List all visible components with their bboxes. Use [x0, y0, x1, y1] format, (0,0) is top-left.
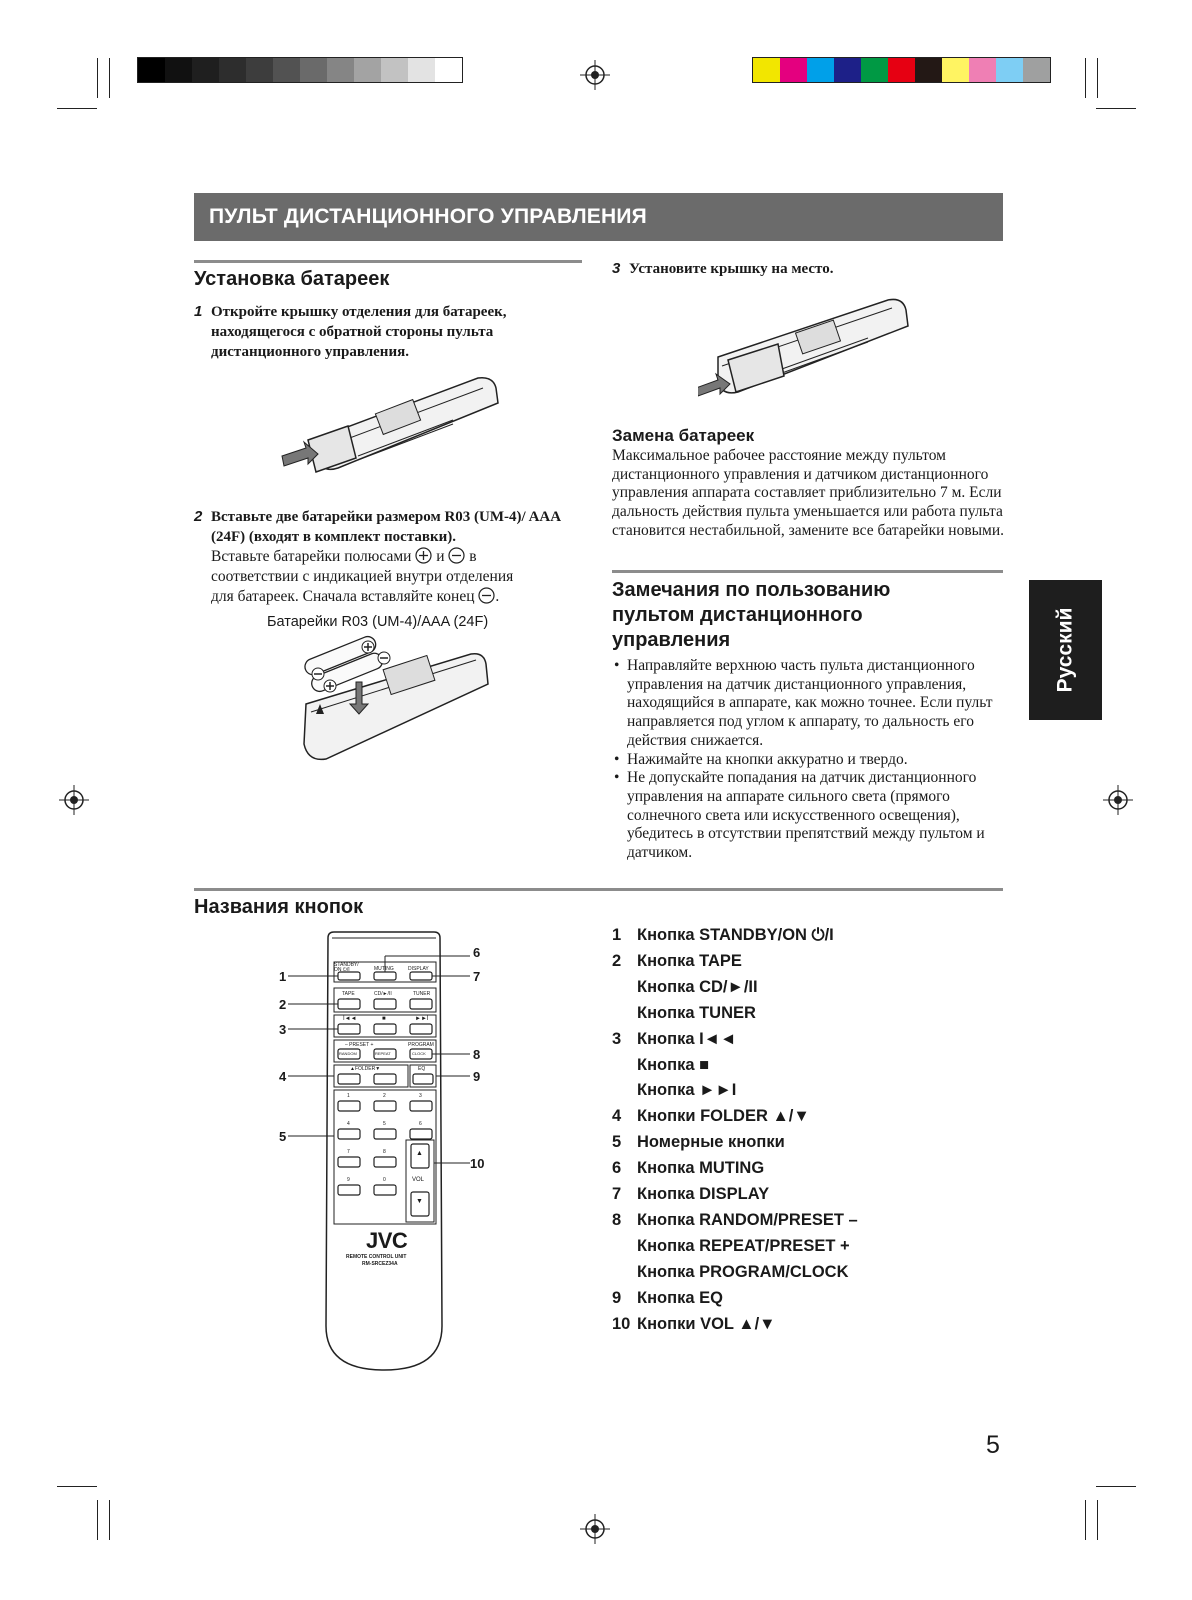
- remote-diagram: [270, 926, 510, 1376]
- remote-model-label: RM-SRCEZ34A: [362, 1261, 398, 1267]
- button-name-number: 8: [612, 1210, 622, 1229]
- button-names-heading: Названия кнопок: [194, 896, 364, 918]
- usage-notes-list: [612, 657, 1004, 863]
- remote-label-muting: MUTING: [374, 966, 394, 972]
- calibration-swatch: [996, 58, 1023, 82]
- remote-label-clock: CLOCK: [412, 1051, 426, 1056]
- calibration-swatch: [165, 58, 192, 82]
- step-3: [612, 259, 992, 279]
- crop-mark: [1085, 58, 1086, 98]
- button-names-list: [612, 926, 992, 1346]
- button-name-number: 4: [612, 1107, 622, 1126]
- step-2: [194, 507, 574, 607]
- remote-label-standby: STANDBY/ ON ⏻/I: [334, 962, 359, 973]
- button-name-text: Кнопка TUNER: [637, 1003, 756, 1022]
- step-2-line-1-post: в: [469, 548, 477, 565]
- button-name-text: Кнопки VOL ▲/▼: [637, 1314, 776, 1333]
- button-name-text: Кнопка PROGRAM/CLOCK: [637, 1262, 849, 1281]
- button-name-text: Кнопка STANDBY/ON ⏻/I: [637, 926, 834, 944]
- registration-mark-icon: [580, 60, 610, 90]
- remote-label-tape: TAPE: [342, 991, 355, 997]
- calibration-swatch: [381, 58, 408, 82]
- remote-unit-label: REMOTE CONTROL UNIT: [346, 1254, 407, 1260]
- step-text: Вставьте две батарейки размером R03 (UM-4)/ AAA (24F) (входят в комплект поставки).: [211, 509, 561, 545]
- crop-mark: [1096, 1486, 1136, 1487]
- remote-label-folder: ▲FOLDER▼: [350, 1066, 381, 1072]
- remote-label-program: PROGRAM: [408, 1042, 434, 1048]
- remote-digit-label: 0: [383, 1177, 386, 1183]
- crop-mark: [97, 1500, 98, 1540]
- battery-caption: Батарейки R03 (UM-4)/AAA (24F): [267, 614, 489, 630]
- calibration-swatch: [915, 58, 942, 82]
- usage-notes-heading-line-1: Замечания по пользованию: [612, 579, 891, 601]
- button-name-text: Кнопка RANDOM/PRESET –: [637, 1210, 858, 1229]
- button-name-text: Кнопки FOLDER ▲/▼: [637, 1107, 810, 1126]
- callout-8: 8: [473, 1047, 481, 1062]
- calibration-swatch: [246, 58, 273, 82]
- registration-mark-icon: [59, 785, 89, 815]
- crop-mark: [109, 58, 110, 98]
- calibration-swatch: [861, 58, 888, 82]
- button-name-text: Кнопка EQ: [637, 1288, 723, 1307]
- crop-mark: [1085, 1500, 1086, 1540]
- button-name-number: 9: [612, 1288, 622, 1307]
- remote-label-tuner: TUNER: [413, 991, 431, 997]
- list-item: • Не допускайте попадания на датчик дистанционного управления на аппарате сильного света (прямого солнечного света или искусственного освещения), убедитесь в отсутствии препятствий между пультом и датчиком.: [612, 769, 1004, 863]
- remote-label-cd: CD/►/II: [374, 991, 392, 997]
- calibration-swatch: [300, 58, 327, 82]
- button-name-text: Кнопка DISPLAY: [637, 1185, 770, 1203]
- remote-digit-label: 2: [383, 1093, 386, 1099]
- button-name-text: Кнопка ■: [637, 1055, 710, 1074]
- minus-polarity-icon: [448, 547, 465, 564]
- remote-open-cover-illustration: [278, 368, 508, 488]
- remote-digit-label: 9: [347, 1177, 350, 1183]
- page-number: 5: [986, 1431, 1000, 1459]
- crop-mark: [57, 108, 97, 109]
- button-name-number: 10: [612, 1314, 631, 1333]
- button-name-text: Кнопка REPEAT/PRESET +: [637, 1236, 850, 1255]
- registration-mark-icon: [580, 1514, 610, 1544]
- remote-label-preset: – PRESET +: [345, 1042, 374, 1048]
- step-1: [194, 302, 554, 362]
- section-banner: ПУЛЬТ ДИСТАНЦИОННОГО УПРАВЛЕНИЯ: [194, 193, 1003, 241]
- callout-1: 1: [279, 969, 287, 984]
- battery-install-heading: Установка батареек: [194, 268, 390, 290]
- callout-9: 9: [473, 1069, 481, 1084]
- callout-10: 10: [470, 1156, 485, 1171]
- callout-5: 5: [279, 1129, 287, 1144]
- button-name-text: Номерные кнопки: [637, 1133, 785, 1152]
- crop-mark: [1097, 1500, 1098, 1540]
- step-text: Установите крышку на место.: [629, 261, 834, 277]
- remote-vol-down: ▼: [416, 1198, 423, 1205]
- calibration-swatch: [219, 58, 246, 82]
- remote-label-repeat: REPEAT: [375, 1051, 391, 1056]
- plus-polarity-icon: [415, 547, 432, 564]
- crop-mark: [1096, 108, 1136, 109]
- grayscale-calibration-bar: [137, 57, 463, 83]
- remote-close-cover-illustration: [698, 292, 928, 407]
- language-tab-label: Русский: [1053, 607, 1077, 693]
- usage-notes-heading-line-3: управления: [612, 629, 731, 651]
- calibration-swatch: [780, 58, 807, 82]
- jvc-logo: JVC: [366, 1228, 408, 1253]
- button-name-number: 7: [612, 1185, 622, 1203]
- remote-label-eq: EQ: [418, 1066, 426, 1072]
- calibration-swatch: [1023, 58, 1050, 82]
- remote-digit-label: 1: [347, 1093, 350, 1099]
- calibration-swatch: [138, 58, 165, 82]
- step-2-line-3-pre: для батареек. Сначала вставляйте конец: [211, 588, 475, 605]
- step-number: 3: [612, 260, 621, 277]
- button-name-number: 2: [612, 951, 622, 970]
- crop-mark: [57, 1486, 97, 1487]
- calibration-swatch: [807, 58, 834, 82]
- callout-6: 6: [473, 945, 481, 960]
- calibration-swatch: [192, 58, 219, 82]
- section-rule: [194, 888, 1003, 891]
- button-name-text: Кнопка CD/►/II: [637, 977, 758, 996]
- remote-label-display: DISPLAY: [408, 966, 429, 972]
- callout-4: 4: [279, 1069, 287, 1084]
- step-2-line-3-post: .: [495, 588, 500, 605]
- remote-label-vol: VOL: [412, 1177, 425, 1183]
- calibration-swatch: [408, 58, 435, 82]
- button-name-text: Кнопка MUTING: [637, 1159, 765, 1178]
- battery-replace-text: Максимальное рабочее расстояние между пультом дистанционного управления и датчиком дистанционного управления аппарата составляет приблизительно 7 м. Если дальность действия пульта уменьшается или работа пульта становится нестабильной, замените все батарейки новыми.: [612, 447, 1005, 539]
- remote-label-next: ►►I: [415, 1016, 429, 1022]
- crop-mark: [109, 1500, 110, 1540]
- callout-7: 7: [473, 969, 481, 984]
- button-name-text: Кнопка TAPE: [637, 951, 742, 970]
- registration-mark-icon: [1103, 785, 1133, 815]
- usage-notes-heading-line-2: пультом дистанционного: [612, 604, 863, 626]
- remote-digit-label: 8: [383, 1149, 386, 1155]
- minus-polarity-icon: [478, 587, 495, 604]
- crop-mark: [97, 58, 98, 98]
- step-2-line-2: соответствии с индикацией внутри отделения: [211, 568, 514, 585]
- button-name-number: 3: [612, 1029, 622, 1048]
- crop-mark: [1097, 58, 1098, 98]
- button-name-number: 5: [612, 1133, 622, 1152]
- step-number: 1: [194, 303, 203, 320]
- calibration-swatch: [942, 58, 969, 82]
- remote-digit-label: 5: [383, 1121, 386, 1127]
- remote-label-prev: I◄◄: [343, 1016, 357, 1022]
- section-rule: [194, 260, 582, 263]
- section-rule: [612, 570, 1003, 573]
- step-2-line-1-pre: Вставьте батарейки полюсами: [211, 548, 412, 565]
- remote-vol-up: ▲: [416, 1150, 423, 1157]
- calibration-swatch: [435, 58, 462, 82]
- list-item: • Направляйте верхнюю часть пульта дистанционного управления на датчик дистанционного управления, находящийся в аппарате, как можно точнее. Если пульт направляется под углом к аппарату, то дальность его действия снижается.: [612, 657, 1004, 751]
- battery-replace-heading: Замена батареек: [612, 426, 755, 445]
- calibration-swatch: [327, 58, 354, 82]
- callout-2: 2: [279, 997, 287, 1012]
- button-name-text: Кнопка ►►I: [637, 1081, 737, 1100]
- remote-label-random: RANDOM: [339, 1051, 357, 1056]
- calibration-swatch: [273, 58, 300, 82]
- calibration-swatch: [888, 58, 915, 82]
- callout-3: 3: [279, 1022, 287, 1037]
- remote-digit-label: 4: [347, 1121, 350, 1127]
- button-name-number: 1: [612, 926, 622, 944]
- color-calibration-bar: [752, 57, 1051, 83]
- remote-digit-label: 6: [419, 1121, 422, 1127]
- battery-insertion-illustration: [296, 634, 496, 774]
- list-item: • Нажимайте на кнопки аккуратно и твердо.: [612, 751, 1004, 770]
- calibration-swatch: [354, 58, 381, 82]
- step-text: Откройте крышку отделения для батареек, находящегося с обратной стороны пульта дистанционного управления.: [211, 304, 507, 360]
- calibration-swatch: [969, 58, 996, 82]
- step-number: 2: [194, 508, 203, 525]
- step-2-line-1-mid: и: [436, 548, 445, 565]
- button-name-text: Кнопка I◄◄: [637, 1029, 737, 1048]
- button-name-number: 6: [612, 1159, 622, 1178]
- calibration-swatch: [753, 58, 780, 82]
- remote-label-stop: ■: [382, 1016, 386, 1022]
- remote-digit-label: 3: [419, 1093, 422, 1099]
- remote-digit-label: 7: [347, 1149, 350, 1155]
- usage-notes-heading: [612, 578, 890, 653]
- language-tab: [1029, 580, 1102, 720]
- calibration-swatch: [834, 58, 861, 82]
